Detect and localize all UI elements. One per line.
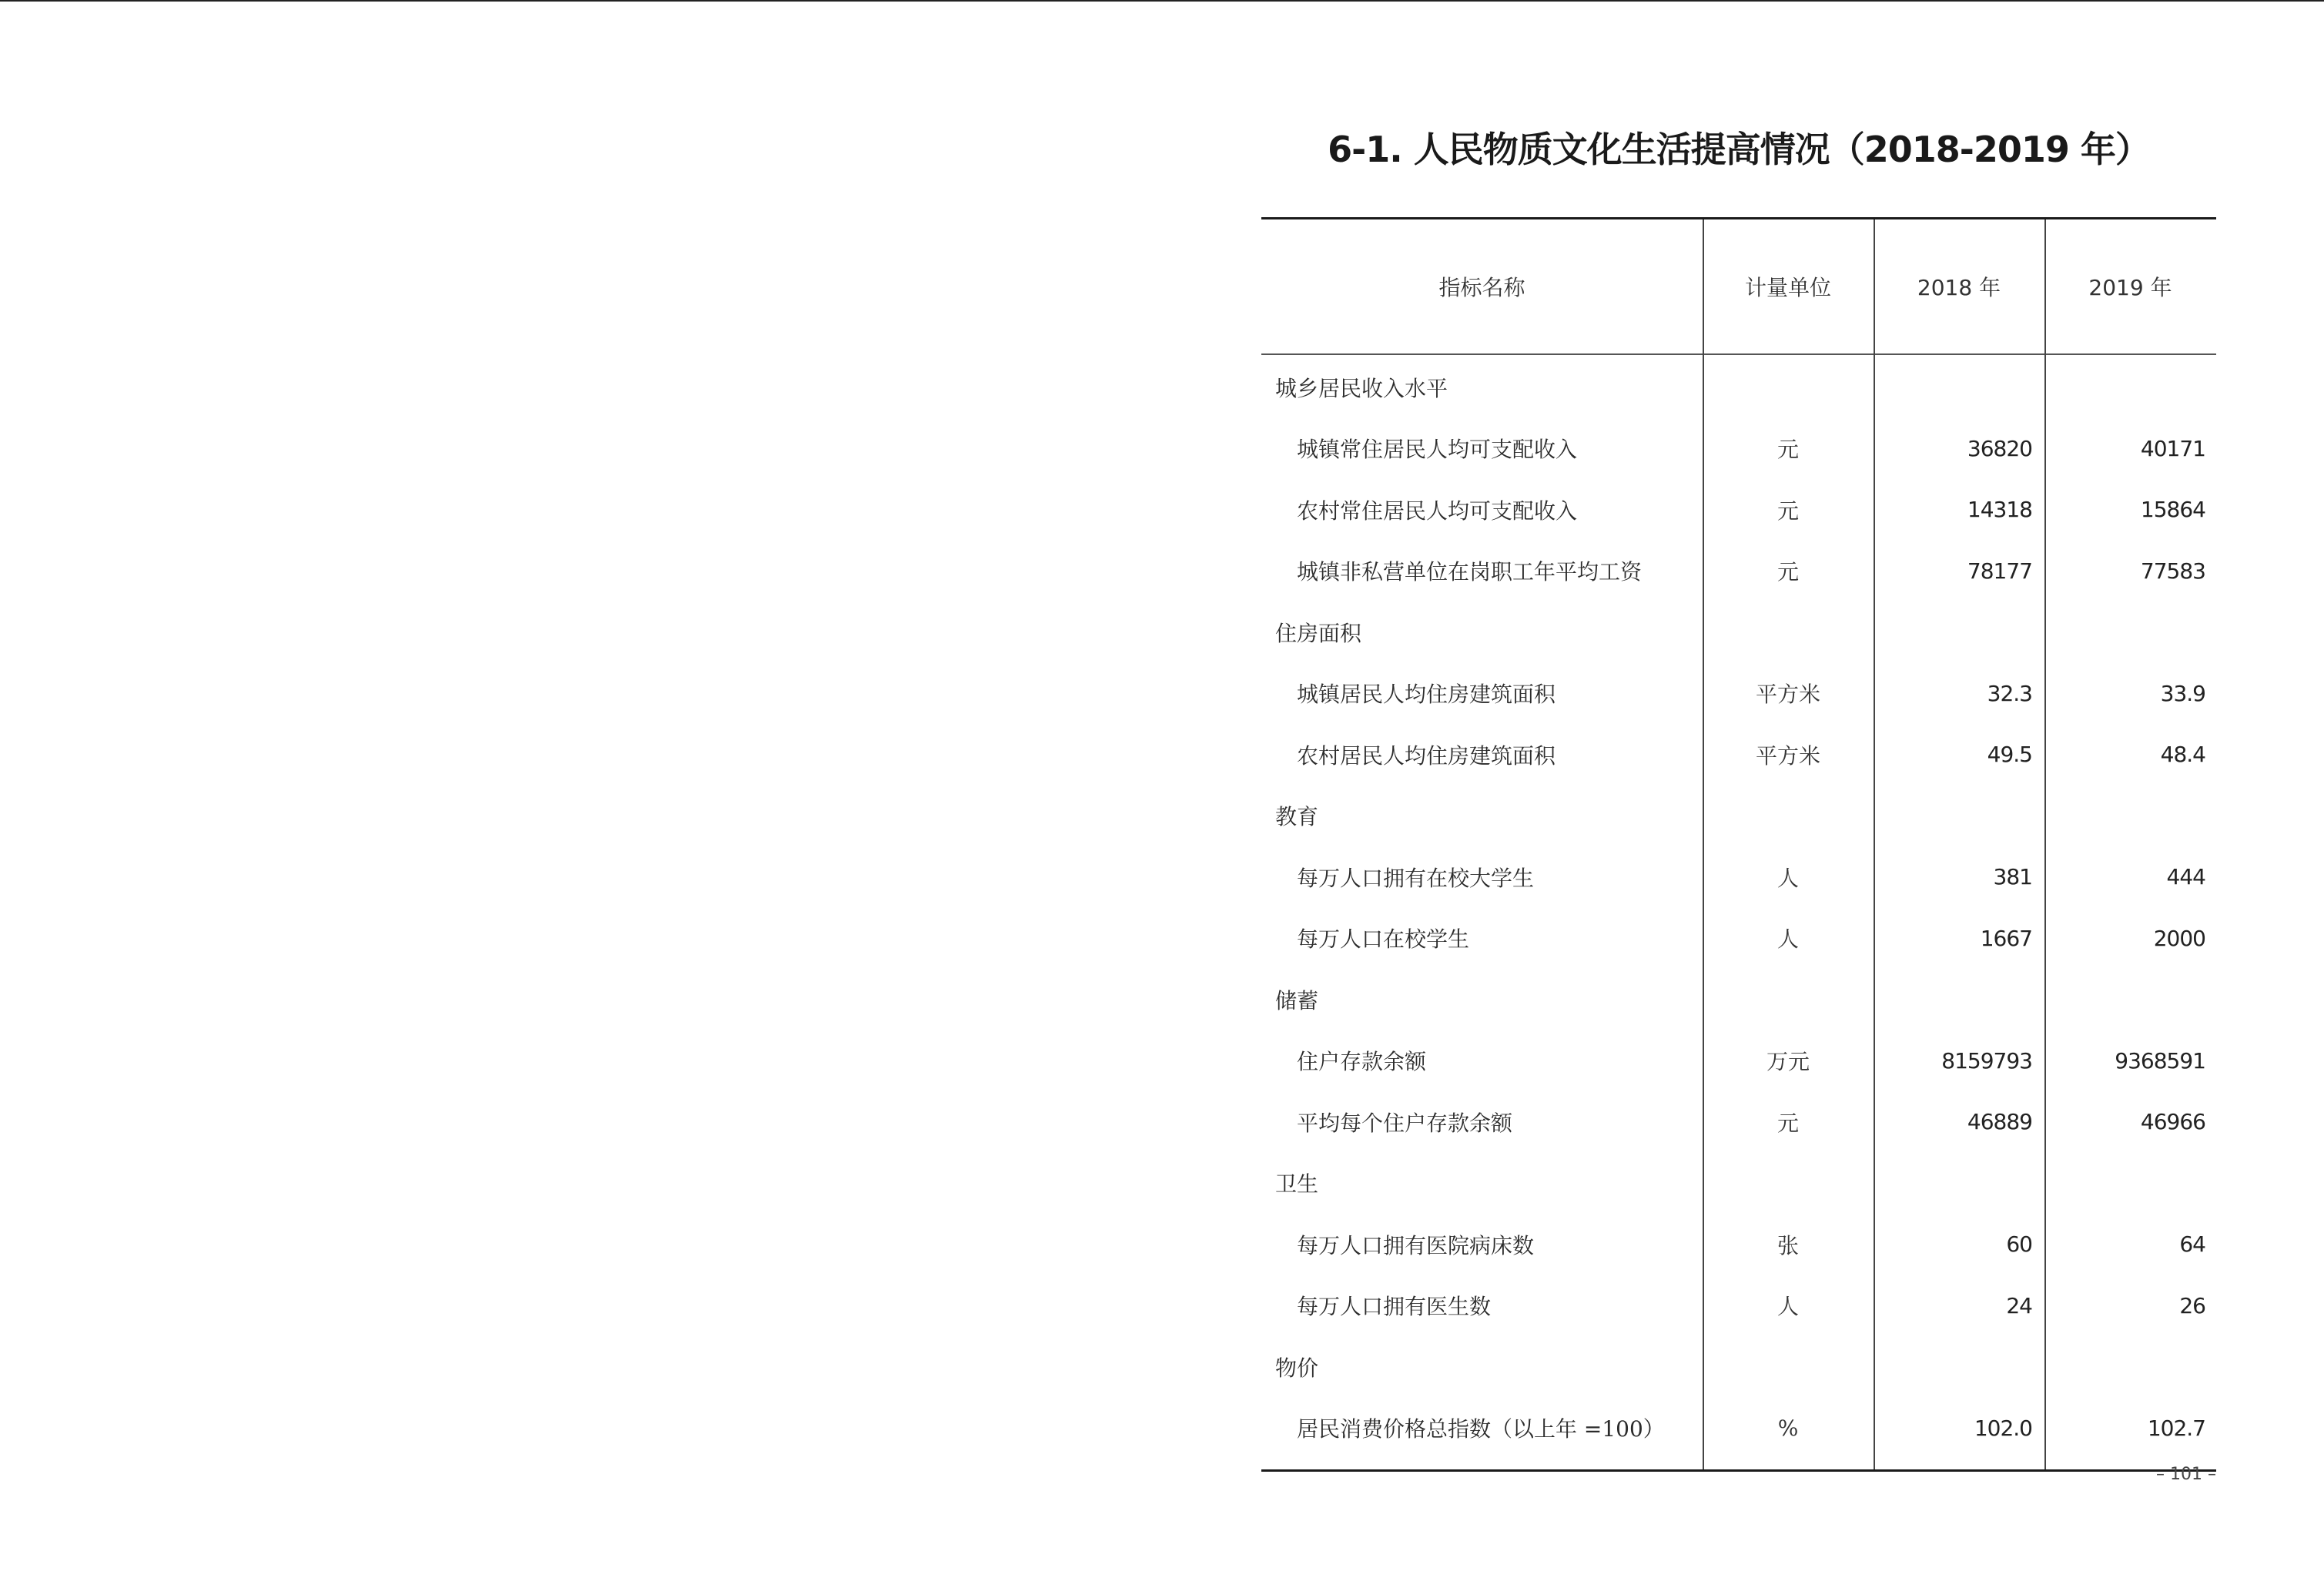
table-row <box>1261 908 2216 970</box>
unit-cell: 元 <box>1776 559 1799 585</box>
table-row <box>1261 1214 2216 1275</box>
value-2019: 2000 <box>2153 925 2205 951</box>
header-indicator-name: 指标名称 <box>1438 275 1525 300</box>
table-row <box>1261 418 2216 480</box>
unit-cell: 人 <box>1776 865 1799 891</box>
section-row <box>1261 1336 2216 1398</box>
table-body <box>1261 355 2216 1469</box>
value-2018: 60 <box>2006 1231 2032 1258</box>
value-2019: 77583 <box>2140 558 2205 584</box>
section-row <box>1261 786 2216 847</box>
table-row <box>1261 479 2216 541</box>
value-2018: 102.0 <box>1974 1415 2032 1441</box>
unit-cell: 元 <box>1776 437 1799 463</box>
value-2019: 102.7 <box>2147 1415 2205 1441</box>
unit-cell: 人 <box>1776 926 1799 953</box>
unit-cell: 平方米 <box>1755 742 1820 769</box>
indicator-name: 卫生 <box>1275 1171 1319 1198</box>
indicator-name: 城镇非私营单位在岗职工年平均工资 <box>1297 559 1643 585</box>
value-2018: 381 <box>1993 864 2032 890</box>
unit-cell: 张 <box>1776 1232 1799 1258</box>
indicator-name: 平均每个住户存款余额 <box>1297 1110 1513 1136</box>
indicator-name: 居民消费价格总指数（以上年 =100） <box>1297 1416 1665 1442</box>
top-border-rule <box>0 0 2324 2</box>
table-row <box>1261 1275 2216 1337</box>
value-2018: 14318 <box>1967 497 2032 523</box>
indicator-name: 城镇居民人均住房建筑面积 <box>1297 682 1556 708</box>
section-row <box>1261 601 2216 663</box>
unit-cell: % <box>1777 1415 1799 1441</box>
header-year-2018: 2018 年 <box>1917 275 2001 300</box>
table-row <box>1261 1398 2216 1459</box>
value-2019: 40171 <box>2140 435 2205 461</box>
header-year-2019: 2019 年 <box>2088 275 2172 300</box>
page-number: – 101 – <box>2156 1465 2216 1484</box>
table-row <box>1261 1030 2216 1092</box>
indicator-name: 物价 <box>1275 1355 1319 1381</box>
value-2019: 46966 <box>2140 1109 2205 1135</box>
column-divider <box>1874 219 1875 1469</box>
unit-cell: 平方米 <box>1755 682 1820 708</box>
section-row <box>1261 357 2216 418</box>
indicator-name: 每万人口拥有医生数 <box>1297 1294 1492 1320</box>
value-2018: 49.5 <box>1987 742 2032 768</box>
column-divider <box>1703 219 1704 1469</box>
indicator-name: 住房面积 <box>1275 620 1362 646</box>
indicator-name: 住户存款余额 <box>1297 1049 1427 1075</box>
value-2018: 24 <box>2006 1292 2032 1318</box>
header-unit: 计量单位 <box>1744 275 1831 300</box>
value-2019: 64 <box>2179 1231 2205 1258</box>
value-2019: 15864 <box>2140 497 2205 523</box>
value-2018: 78177 <box>1967 558 2032 584</box>
value-2018: 36820 <box>1967 435 2032 461</box>
table-row <box>1261 663 2216 725</box>
indicator-name: 教育 <box>1275 804 1319 830</box>
value-2019: 444 <box>2166 864 2205 890</box>
unit-cell: 元 <box>1776 498 1799 524</box>
indicator-name: 农村居民人均住房建筑面积 <box>1297 742 1556 769</box>
indicator-name: 农村常住居民人均可支配收入 <box>1297 498 1578 524</box>
column-divider <box>2044 219 2046 1469</box>
section-row <box>1261 969 2216 1030</box>
indicator-name: 每万人口拥有医院病床数 <box>1297 1232 1535 1258</box>
unit-cell: 人 <box>1776 1294 1799 1320</box>
table-row <box>1261 724 2216 786</box>
value-2018: 8159793 <box>1941 1047 2032 1074</box>
indicator-name: 城乡居民收入水平 <box>1275 375 1448 401</box>
indicator-name: 每万人口在校学生 <box>1297 926 1470 953</box>
table-row <box>1261 1091 2216 1153</box>
table-row <box>1261 541 2216 602</box>
section-row <box>1261 1153 2216 1214</box>
page-title: 6-1. 人民物质文化生活提高情况（2018-2019 年） <box>1328 129 2150 170</box>
table-header <box>1261 219 2216 355</box>
value-2018: 46889 <box>1967 1109 2032 1135</box>
table-row <box>1261 846 2216 908</box>
value-2019: 33.9 <box>2160 680 2205 706</box>
value-2019: 48.4 <box>2160 742 2205 768</box>
unit-cell: 万元 <box>1766 1049 1810 1075</box>
indicator-name: 储蓄 <box>1275 987 1319 1013</box>
indicator-name: 每万人口拥有在校大学生 <box>1297 865 1535 891</box>
value-2019: 26 <box>2179 1292 2205 1318</box>
value-2019: 9368591 <box>2115 1047 2205 1074</box>
indicator-name: 城镇常住居民人均可支配收入 <box>1297 437 1578 463</box>
statistics-table <box>1261 217 2216 1472</box>
value-2018: 32.3 <box>1987 680 2032 706</box>
value-2018: 1667 <box>1980 925 2032 951</box>
unit-cell: 元 <box>1776 1110 1799 1136</box>
